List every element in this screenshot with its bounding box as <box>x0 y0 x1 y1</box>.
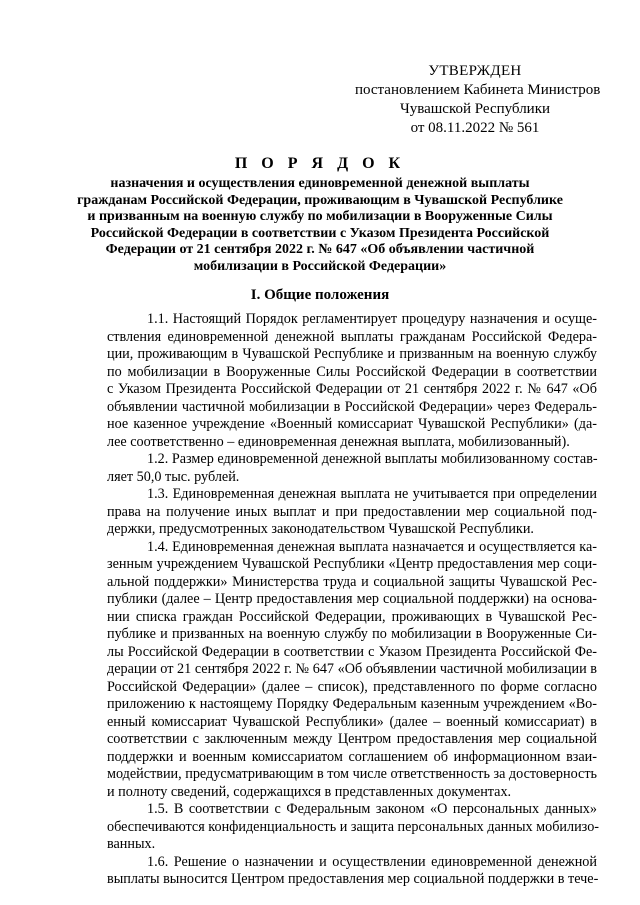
body-line: модействии, предусматривающим в том числе ответственность за достоверность <box>107 766 598 782</box>
body-line: права на получение иных выплат и при предоставлении мер социальной под- <box>107 503 597 520</box>
subtitle-line: гражданам Российской Федерации, проживающим в Чувашской Республике <box>77 192 563 208</box>
body-line: зенным учреждением Чувашской Республики «Центр предоставления мер соци- <box>107 556 597 572</box>
subtitle-line: Российской Федерации в соответствии с Указом Президента Российской <box>90 225 550 241</box>
body-line: ляет 50,0 тыс. рублей. <box>107 468 240 485</box>
approval-line: постановлением Кабинета Министров <box>355 82 601 98</box>
body-line: 1.1. Настоящий Порядок регламентирует процедуру назначения и осуще- <box>147 311 597 327</box>
body-line: с Указом Президента Российской Федерации от 21 сентября 2022 г. № 647 «Об <box>107 381 597 397</box>
approval-stamp <box>355 62 601 138</box>
approval-line: УТВЕРЖДЕН <box>428 63 522 79</box>
subtitle-line: назначения и осуществления единовременной денежной выплаты <box>110 176 530 191</box>
body-line: выплаты выносится Центром предоставления мер социальной поддержки в тече- <box>107 871 599 887</box>
approval-line: от 08.11.2022 № 561 <box>410 120 540 136</box>
approval-line: Чувашской Республики <box>399 101 551 117</box>
body-line: ции, проживающим в Чувашской Республике и призванным на военную службу <box>107 346 597 362</box>
body-line: 1.3. Единовременная денежная выплата не учитывается при определении <box>147 486 597 502</box>
body-line: лее соответственно – единовременная денежная выплата, мобилизованный). <box>107 433 570 450</box>
body-line: соответствии с заключенным между Центром предоставления мер социальной <box>107 731 597 747</box>
subtitle-line: Федерации от 21 сентября 2022 г. № 647 «Об объявлении частичной <box>105 242 535 257</box>
subtitle-line: и призванным на военную службу по мобилизации в Вооруженные Силы <box>87 209 553 224</box>
body-line: приложению к настоящему Порядку Федеральным казенным учреждением «Во- <box>107 696 597 712</box>
body-line: енный комиссариат Чувашской Республики» (далее – военный комиссариат) в <box>107 713 597 730</box>
body-line: альной поддержки» Министерства труда и социальной защиты Чувашской Рес- <box>107 573 597 590</box>
body-line: ванных. <box>107 836 156 852</box>
body-line: поддержки и военным комиссариатом соглашением об информационном взаи- <box>107 748 597 765</box>
subtitle-line: мобилизации в Российской Федерации» <box>193 258 447 274</box>
section-heading: I. Общие положения <box>250 287 390 303</box>
body-line: 1.4. Единовременная денежная выплата назначается и осуществляется ка- <box>147 538 597 555</box>
body-line: публике и призванных на военную службу по мобилизации в Вооруженные Си- <box>107 626 597 642</box>
body-line: нии списка граждан Российской Федерации, проживающих в Чувашской Рес- <box>107 608 597 625</box>
document-body <box>107 311 600 889</box>
body-line: по мобилизации в Вооруженные Силы Российской Федерации в соответствии <box>107 363 597 380</box>
body-line: ное казенное учреждение «Военный комиссариат Чувашской Республики» (да- <box>107 416 597 432</box>
body-line: 1.6. Решение о назначении и осуществлении единовременной денежной <box>147 853 597 870</box>
body-line: 1.5. В соответствии с Федеральным законом «О персональных данных» <box>147 801 597 817</box>
body-line: 1.2. Размер единовременной денежной выплаты мобилизованному состав- <box>147 451 598 467</box>
body-line: объявлении частичной мобилизации в Российской Федерации» через Федераль- <box>107 398 597 415</box>
body-line: публики (далее – Центр предоставления мер социальной поддержки) на основа- <box>107 591 597 607</box>
body-line: Российской Федерации» (далее – список), представленного по форме согласно <box>107 678 597 695</box>
body-line: обеспечиваются конфиденциальность и защита персональных данных мобилизо- <box>107 818 600 835</box>
body-line: ствления единовременной денежной выплаты гражданам Российской Федера- <box>107 328 597 345</box>
body-line: держки, предусмотренных законодательством Чувашской Республики. <box>107 521 534 537</box>
body-line: и полноту сведений, содержащихся в представленных документах. <box>107 783 512 800</box>
document-title: П О Р Я Д О К <box>234 155 406 172</box>
body-line: лы Российской Федерации в соответствии с Указом Президента Российской Фе- <box>107 643 597 660</box>
body-line: дерации от 21 сентября 2022 г. № 647 «Об объявлении частичной мобилизации в <box>107 661 597 677</box>
document-subtitle <box>0 176 640 275</box>
